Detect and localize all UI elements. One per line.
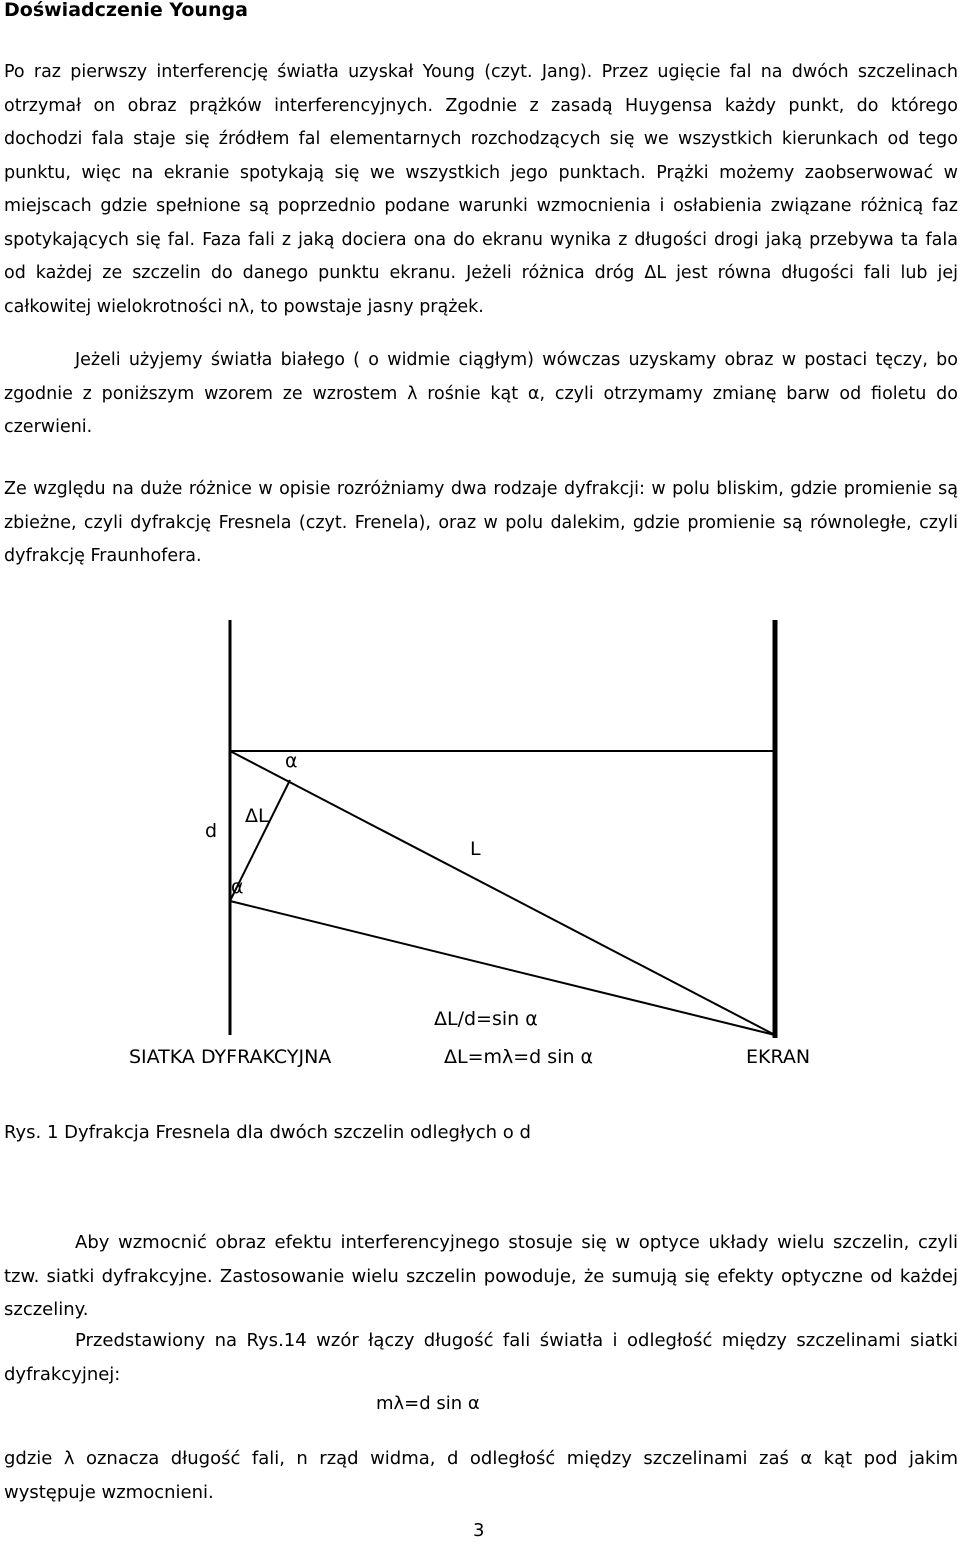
figure-caption: Rys. 1 Dyfrakcja Fresnela dla dwóch szczelin odległych o d (4, 1122, 531, 1143)
grating-label: SIATKA DYFRAKCYJNA (129, 1046, 332, 1068)
alpha-top-label: α (285, 750, 298, 772)
paragraph-formula-intro: Przedstawiony na Rys.14 wzór łączy długość fali światła i odległość między szczelinami siatki dyfrakcyjnej: (4, 1330, 958, 1385)
paragraph-symbols: gdzie λ oznacza długość fali, n rząd widma, d odległość między szczelinami zaś α kąt pod jakim występuje wzmocnieni. (4, 1448, 958, 1503)
paragraph-diffraction-types: Ze względu na duże różnice w opisie rozróżniamy dwa rodzaje dyfrakcji: w polu bliskim, gdzie promienie są zbieżne, czyli dyfrakcję Fresnela (czyt. Frenela), oraz w polu dalekim, gdzie promienie są równoległe, czyli dyfrakcję Fraunhofera. (4, 479, 958, 566)
page-number: 3 (473, 1520, 485, 1541)
grating-formula: mλ=d sin α (376, 1393, 480, 1414)
equation-sin: ΔL/d=sin α (434, 1008, 538, 1030)
l-label: L (470, 838, 481, 860)
ray-l (230, 751, 775, 1035)
d-label: d (205, 820, 218, 842)
paragraph-white-light: Jeżeli użyjemy światła białego ( o widmie ciągłym) wówczas uzyskamy obraz w postaci tęczy, bo zgodnie z poniższym wzorem ze wzrostem λ rośnie kąt α, czyli otrzymamy zmianę barw od fioletu do czerwieni. (4, 350, 958, 437)
diffraction-figure (0, 600, 960, 1200)
page-title: Doświadczenie Younga (4, 0, 248, 21)
screen-label: EKRAN (746, 1046, 811, 1068)
alpha-bottom-label: α (231, 876, 244, 898)
delta-l-label: ΔL (245, 805, 269, 827)
paragraph-grating: Aby wzmocnić obraz efektu interferencyjnego stosuje się w optyce układy wielu szczelin, czyli tzw. siatki dyfrakcyjne. Zastosowanie wielu szczelin powoduje, że sumują się efekty optyczne od każdej szczeliny. (4, 1232, 958, 1320)
paragraph-young: Po raz pierwszy interferencję światła uzyskał Young (czyt. Jang). Przez ugięcie fal na dwóch szczelinach otrzymał on obraz prążków interferencyjnych. Zgodnie z zasadą Huygensa każdy punkt, do którego dochodzi fala staje się źródłem fal elementarnych rozchodzących się we wszystkich kierunkach od tego punktu, więc na ekranie spotykają się we wszystkich jego punktach. Prążki możemy zaobserwować w miejscach gdzie spełnione są poprzednio podane warunki wzmocnienia i osłabienia związane różnicą faz spotykających się fal. Faza fali z jaką dociera ona do ekranu wynika z długości drogi jaką przebywa ta fala od każdej ze szczelin do danego punktu ekranu. Jeżeli różnica dróg ΔL jest równa długości fali lub jej całkowitej wielokrotności nλ, to powstaje jasny prążek. (4, 62, 958, 317)
equation-path: ΔL=mλ=d sin α (444, 1046, 594, 1068)
